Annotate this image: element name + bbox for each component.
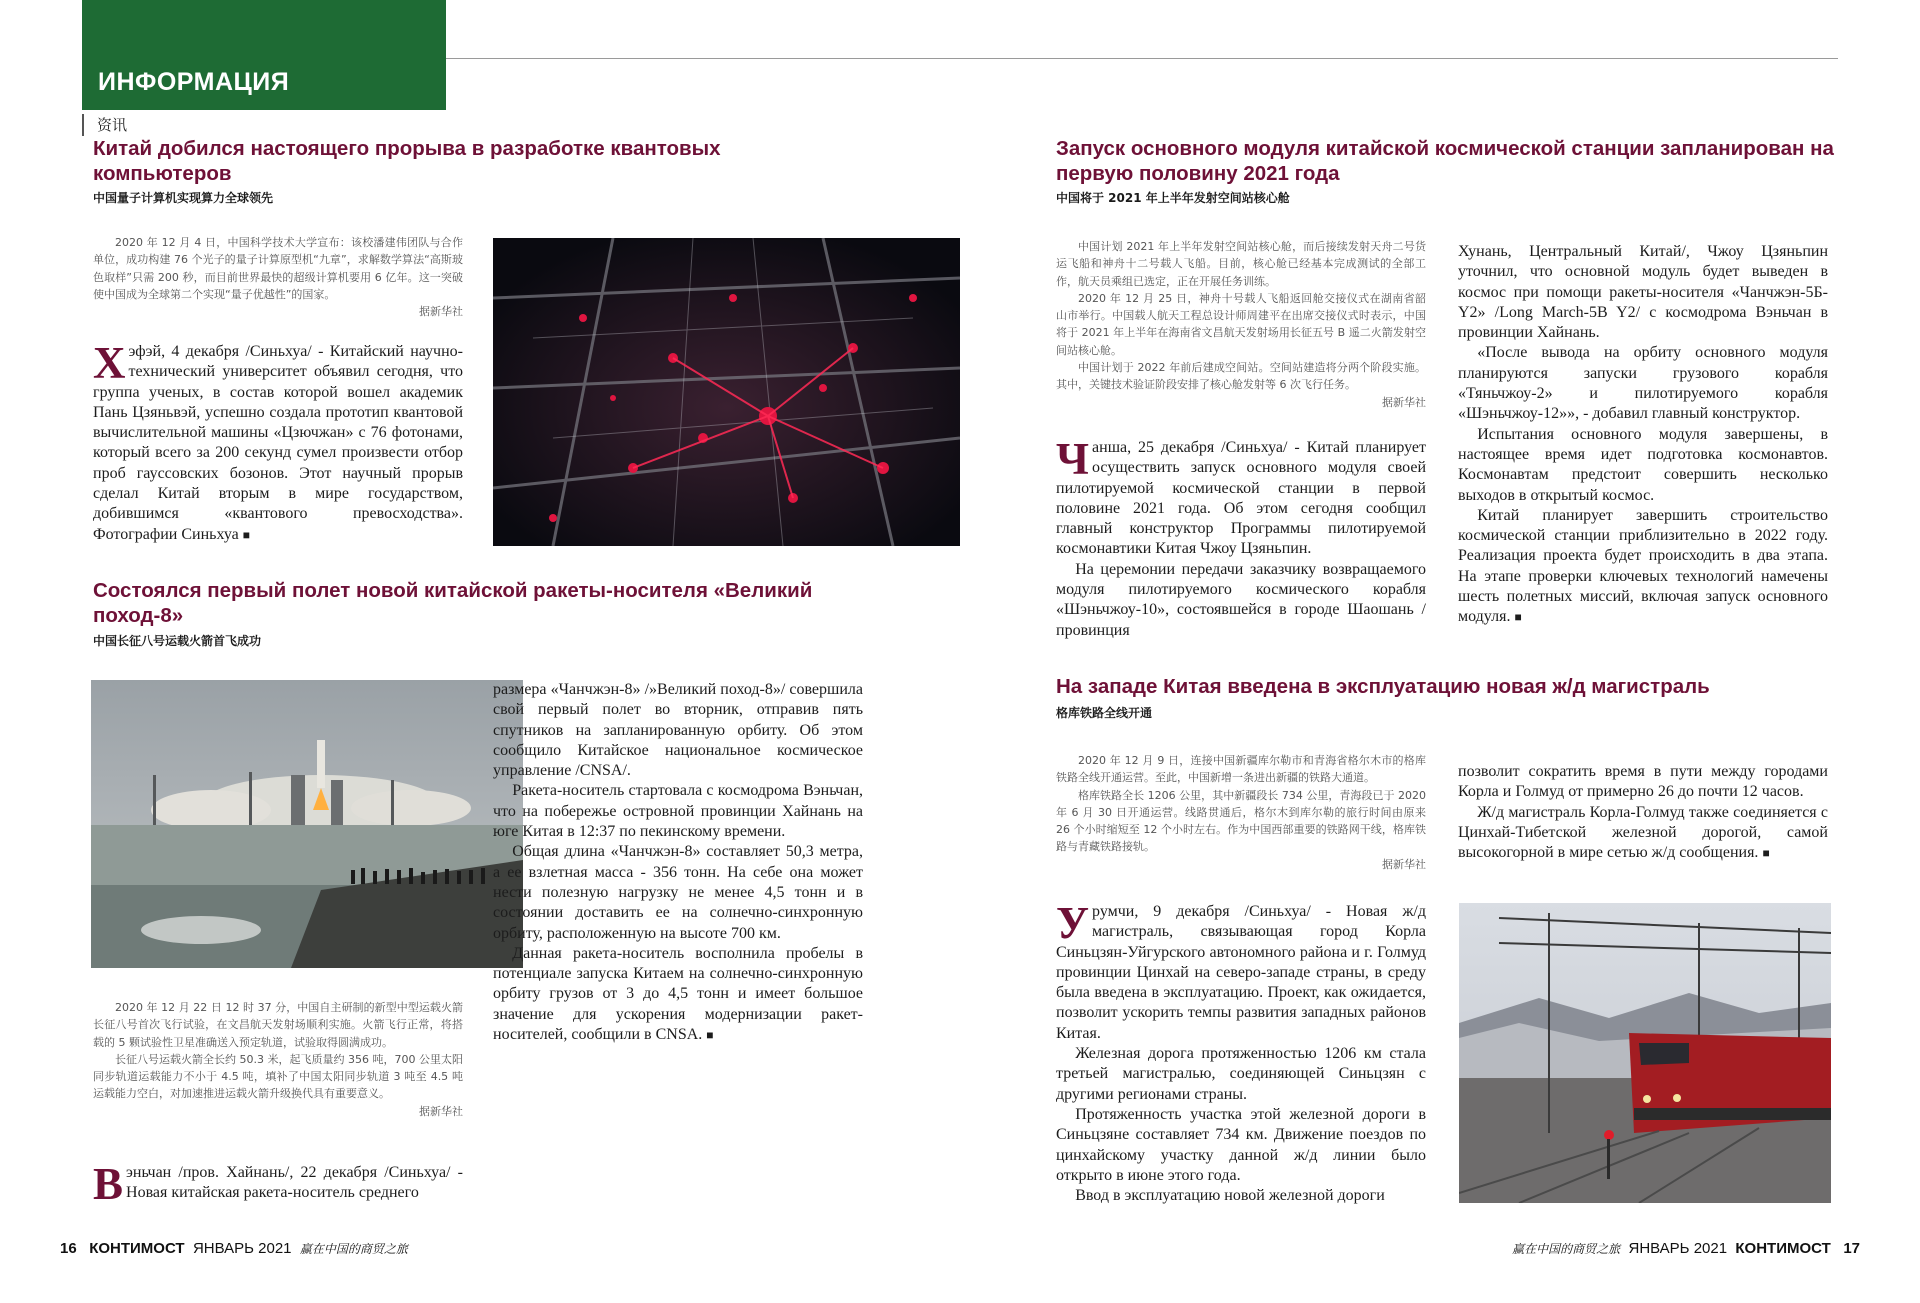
article3-credit: 据新华社 [1382,395,1426,409]
footer-left-brand: КОНТИМОСТ [89,1240,185,1257]
article3-body-right [1458,242,1828,628]
article4-left-p4: Ввод в эксплуатацию новой железной дороги [1075,1187,1385,1205]
article4-cn-p1: 2020 年 12 月 9 日，连接中国新疆库尔勒市和青海省格尔木市的格库铁路全线开通运营。至此，中国新增一条进出新疆的铁路大通道。 [1056,754,1426,785]
article1-cn-block [93,234,463,319]
article1-credit: 据新华社 [419,305,463,319]
quantum-lab-photo [493,238,960,546]
article2-credit: 据新华社 [419,1104,463,1118]
article3-dropcap: Ч [1056,434,1090,484]
article3-right-p3: Испытания основного модуля завершены, в настоящее время идет подготовка космонавтов. Космонавтам предстоит совершить несколько выходов в открытый космос. [1458,425,1828,504]
article4-end-mark: ■ [1762,846,1770,861]
article4-subhead: 格库铁路全线开通 [1056,706,1153,720]
article3-cn-p2: 2020 年 12 月 25 日，神舟十号载人飞船返回舱交接仪式在湖南省韶山市举行。中国载人航天工程总设计师周建平在出席交接仪式时表示，中国将于 2021 年上半年在海南省文昌航天发射场用长征五号 B 遥二火箭发射空间站核心舱。 [1056,291,1426,357]
article1-cn-text: 2020 年 12 月 4 日，中国科学技术大学宣布：该校潘建伟团队与合作单位，成功构建 76 个光子的量子计算原型机“九章”，求解数学算法“高斯玻色取样”只需 200 秒，而目前世界最快的超级计算机要用 6 亿年。这一突破使中国成为全球第二个实现“量子优越性”的国家。 [93,236,463,301]
article4-left-p2: Железная дорога протяженностью 1206 км стала третьей магистралью, соединяющей Синьцзян с другими регионами страны. [1056,1045,1426,1103]
footer-right-issue: ЯНВАРЬ 2021 [1628,1240,1728,1257]
article2-cn-p1: 2020 年 12 月 22 日 12 时 37 分，中国自主研制的新型中型运载火箭长征八号首次飞行试验，在文昌航天发射场顺利实施。火箭飞行正常，将搭载的 5 颗试验性卫星准确送入预定轨道，试验取得圆满成功。 [93,1001,463,1049]
article3-cn-p1: 中国计划 2021 年上半年发射空间站核心舱，而后接续发射天舟二号货运飞船和神舟十二号载人飞船。目前，核心舱已经基本完成测试的全部工作，航天员乘组已选定，正在开展任务训练。 [1056,240,1426,288]
article1-body-text: эфэй, 4 декабря /Синьхуа/ - Китайский научно-технический университет объявил сегодня, что группа ученых, в состав которой вошел академик Пань Цзяньвэй, успешно создала прототип квантовой вычислительной машины «Цзючжан» с 76 фотонами, который всего за 200 секунд сумел произвести отбор проб гауссовских бозонов. Этот научный прорыв сделал Китай вторым в мире государством, добившимся «квантового превосходства». Фотографии Синьхуа [93,343,463,543]
article4-body-right [1458,762,1828,863]
article1-headline: Китай добился настоящего прорыва в разработке квантовых компьютеров [93,137,721,185]
article3-body-left [1056,434,1426,641]
article4-body-left [1056,898,1426,1206]
article3-headline: Запуск основного модуля китайской космической станции запланирован на первую половину 2021 года [1056,137,1834,185]
rocket-launch-photo [91,680,523,968]
article3-subhead: 中国将于 2021 年上半年发射空间站核心舱 [1056,191,1290,205]
footer-right-brand: КОНТИМОСТ [1735,1240,1831,1257]
article4-dropcap: У [1056,898,1090,948]
article3-end-mark: ■ [1514,610,1522,625]
article4-left-p3: Протяженность участка этой железной дороги в Синьцзяне составляет 734 км. Движение поездов по цинхайскому участку данной ж/д линии было открыто в июне этого года. [1056,1105,1426,1184]
footer-right-page-number: 17 [1843,1240,1860,1257]
article4-lead-text: румчи, 9 декабря /Синьхуа/ - Новая ж/д магистраль, связывающая город Корла Синьцзян-Уйгурского автономного района и г. Голмуд провинции Цинхай на северо-западе страны, в среду была введена в эксплуатацию. Проект, как ожидается, позволит ускорить темпы развития западных районов Китая. [1056,903,1426,1042]
top-rule [446,58,1838,59]
footer-left-issue: ЯНВАРЬ 2021 [192,1240,292,1257]
article1-end-mark: ■ [242,527,250,542]
article2-end-mark: ■ [706,1028,714,1043]
article2-lead [93,1159,463,1209]
article2-cn-p2: 长征八号运载火箭全长约 50.3 米，起飞质量约 356 吨，700 公里太阳同步轨道运载能力不小于 4.5 吨，填补了中国太阳同步轨道 3 吨至 4.5 吨运载能力空白，对加速推进运载火箭升级换代具有重要意义。 [93,1052,463,1101]
article4-cn-p2: 格库铁路全长 1206 公里，其中新疆段长 734 公里，青海段已于 2020 年 6 月 30 日开通运营。线路贯通后，格尔木到库尔勒的旅行时间由原来 26 个小时缩短至 12 个小时左右。作为中国西部重要的铁路网干线，格库铁路与青藏铁路接轨。 [1056,788,1426,854]
footer-left [60,1240,408,1257]
article3-right-p2: «После вывода на орбиту основного модуля планируются запуски грузового корабля «Тяньчжоу-2» и пилотируемого корабля «Шэньчжоу-12»», - добавил главный конструктор. [1458,344,1828,423]
article3-cn-p3: 中国计划于 2022 年前后建成空间站。空间站建造将分两个阶段实施。其中，关键技术验证阶段安排了核心舱发射等 6 次飞行任务。 [1056,361,1426,392]
train-image [1459,903,1831,1203]
footer-right [1512,1240,1860,1257]
article2-headline: Состоялся первый полет новой китайской ракеты-носителя «Великий поход-8» [93,579,813,627]
article3-cn-block [1056,238,1426,410]
article2-cn-block [93,999,463,1119]
article2-col-p2: Ракета-носитель стартовала с космодрома Вэньчан, что на побережье островной провинции Хайнань на юге Китая в 12:37 по пекинскому времени. [493,782,863,841]
article2-col-p3: Общая длина «Чанчжэн-8» составляет 50,3 метра, а ее взлетная масса - 356 тонн. На себе она может нести полезную нагрузку не менее 4,5 тонн и в состоянии доставить ее на солнечно-синхронную орбиту, расположенную на высоте 700 км. [493,843,863,942]
footer-left-cn: 赢在中国的商贸之旅 [299,1242,408,1256]
article3-lead-text: анша, 25 декабря /Синьхуа/ - Китай планирует осуществить запуск основного модуля своей пилотируемой космической станции в первой половине 2021 года. Об этом сегодня сообщил главный конструктор Программы пилотируемой космонавтики Китая Чжоу Цзяньпин. [1056,439,1426,558]
section-cn-label: 资讯 [97,116,128,134]
article3-right-p4: Китай планирует завершить строительство космической станции приблизительно в 2022 году. Реализация проекта будет происходить в два этапа. На этапе проверки ключевых технологий намечены шесть полетных миссий, включая запуск основного модуля. [1458,506,1828,626]
article2-col-p1: размера «Чанчжэн-8» /»Великий поход-8»/ совершила свой первый полет во вторник, отправив пять спутников на запланированную орбиту. Об этом сообщило Китайское национальное космическое управление /CNSA/. [493,681,863,780]
article2-subhead: 中国长征八号运载火箭首飞成功 [93,634,262,648]
section-cn-bar [82,114,84,136]
article4-right-p1: позволит сократить время в пути между городами Корла и Голмуд от примерно 26 до почти 12 часов. [1458,763,1828,801]
footer-right-cn: 赢在中国的商贸之旅 [1512,1242,1621,1256]
article2-col-p4: Данная ракета-носитель восполнила пробелы в потенциале запуска Китаем на солнечно-синхронную орбиту грузов от 3 до 4,5 тонн и имеет большое значение для ускорения модернизации ракет-носителей, сообщили в CNSA. [493,944,863,1044]
article4-headline: На западе Китая введена в эксплуатацию новая ж/д магистраль [1056,675,1710,698]
article4-right-p2: Ж/д магистраль Корла-Голмуд также соединяется с Цинхай-Тибетской железной дорогой, самой высокогорной в мире сетью ж/д сообщения. [1458,803,1828,862]
footer-left-page-number: 16 [60,1240,77,1257]
quantum-lab-image [493,238,960,546]
article1-dropcap: Х [93,338,126,388]
article2-dropcap: В [93,1159,124,1209]
train-photo [1459,903,1831,1203]
article4-cn-block [1056,752,1426,872]
article1-subhead: 中国量子计算机实现算力全球领先 [93,191,274,205]
article1-body [93,338,463,545]
article4-credit: 据新华社 [1382,857,1426,871]
section-title: ИНФОРМАЦИЯ [98,68,290,96]
article2-body [493,680,863,1045]
article3-right-p1: Хунань, Центральный Китай/, Чжоу Цзяньпин уточнил, что основной модуль будет выведен в космос при помощи ракеты-носителя «Чанчжэн-5Б-Y2» /Long March-5B Y2/ с космодрома Вэньчан в провинции Хайнань. [1458,243,1828,342]
article2-lead-text: эньчан /пров. Хайнань/, 22 декабря /Синьхуа/ - Новая китайская ракета-носитель среднего [126,1164,463,1202]
rocket-launch-image [91,680,523,968]
article3-left-p2: На церемонии передачи заказчику возвращаемого модуля пилотируемого космического корабля «Шэньчжоу-10», состоявшейся в городе Шаошань /провинция [1056,560,1426,639]
